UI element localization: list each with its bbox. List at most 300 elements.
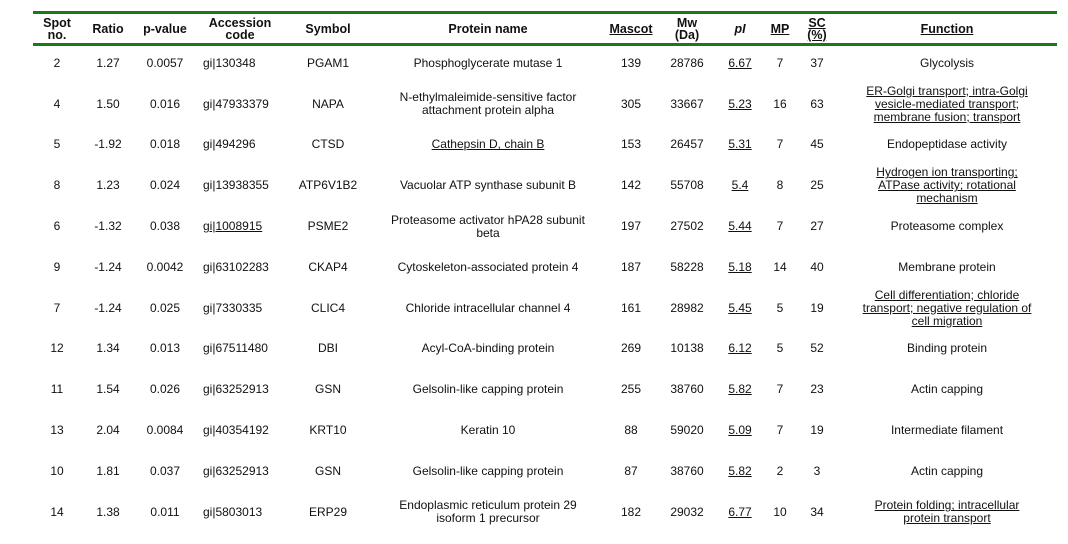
spot-cell [33, 329, 81, 370]
protein-cell-text: Phosphoglycerate mutase 1 [413, 55, 563, 70]
spot-cell-text: 7 [53, 300, 61, 315]
ratio-cell [81, 247, 135, 288]
function-cell [837, 43, 1057, 84]
ratio-cell [81, 451, 135, 492]
col-sc-label: SC (%) [807, 15, 827, 42]
table-body [33, 43, 1057, 533]
mascot-cell-text: 182 [620, 504, 642, 519]
mw-cell [657, 329, 717, 370]
symbol-cell-text: PSME2 [307, 219, 349, 234]
spot-cell [33, 492, 81, 533]
pvalue-cell-text: 0.025 [149, 300, 181, 315]
spot-cell [33, 165, 81, 206]
mascot-cell-text: 187 [620, 259, 642, 274]
accession-cell [195, 165, 285, 206]
mp-cell-text: 2 [776, 463, 784, 478]
sc-cell [797, 329, 837, 370]
spot-cell-text: 13 [50, 423, 64, 438]
accession-cell [195, 247, 285, 288]
sc-cell-text: 63 [810, 96, 824, 111]
pi-cell [717, 165, 763, 206]
symbol-cell [285, 410, 371, 451]
accession-cell [195, 43, 285, 84]
protein-cell [371, 84, 605, 125]
function-cell [837, 165, 1057, 206]
pi-cell [717, 329, 763, 370]
protein-cell-text: N-ethylmaleimide-sensitive factor attachment protein alpha [399, 90, 577, 118]
spot-cell-text: 14 [50, 504, 64, 519]
mw-cell [657, 492, 717, 533]
mp-cell [763, 329, 797, 370]
function-cell-text: Intermediate filament [890, 423, 1004, 438]
mascot-cell-text: 88 [624, 423, 638, 438]
pvalue-cell [135, 84, 195, 125]
accession-cell-text: gi|63252913 [203, 463, 269, 478]
function-cell [837, 206, 1057, 247]
symbol-cell-text: GSN [314, 382, 341, 397]
protein-cell [371, 492, 605, 533]
col-function [837, 14, 1057, 43]
mw-cell-text: 28786 [670, 55, 704, 70]
accession-cell-text: gi|63252913 [203, 382, 269, 397]
ratio-cell [81, 43, 135, 84]
pi-cell [717, 125, 763, 166]
sc-cell-text: 40 [810, 259, 824, 274]
ratio-cell [81, 125, 135, 166]
mp-cell [763, 451, 797, 492]
ratio-cell-text: 1.50 [96, 96, 120, 111]
pi-cell [717, 369, 763, 410]
protein-cell-text: Keratin 10 [460, 423, 516, 438]
col-mw-label: Mw (Da) [674, 15, 700, 42]
mascot-cell-text: 269 [620, 341, 642, 356]
mw-cell-text: 38760 [670, 463, 704, 478]
pvalue-cell [135, 410, 195, 451]
function-cell-text: Endopeptidase activity [886, 137, 1008, 152]
pi-cell-text: 5.31 [728, 137, 752, 152]
mp-cell [763, 206, 797, 247]
ratio-cell-text: -1.24 [94, 300, 122, 315]
symbol-cell-text: ATP6V1B2 [298, 178, 358, 193]
sc-cell [797, 43, 837, 84]
mascot-cell-text: 153 [620, 137, 642, 152]
symbol-cell [285, 165, 371, 206]
pvalue-cell-text: 0.038 [149, 219, 181, 234]
accession-cell-text: gi|67511480 [203, 341, 268, 356]
col-spot-label: Spot no. [43, 15, 71, 42]
sc-cell [797, 492, 837, 533]
mw-cell [657, 288, 717, 329]
pi-cell [717, 84, 763, 125]
col-mascot [605, 14, 657, 43]
mascot-cell-text: 87 [624, 463, 638, 478]
symbol-cell-text: GSN [314, 463, 341, 478]
function-cell-text: Actin capping [910, 463, 984, 478]
protein-cell-text: Cathepsin D, chain B [431, 137, 545, 152]
pvalue-cell-text: 0.011 [150, 504, 180, 519]
col-symbol-label: Symbol [305, 21, 351, 36]
table-row [33, 329, 1057, 370]
pvalue-cell-text: 0.0057 [146, 55, 184, 70]
accession-cell-text: gi|1008915 [203, 219, 263, 234]
mp-cell [763, 288, 797, 329]
spot-cell [33, 410, 81, 451]
protein-cell [371, 247, 605, 288]
spot-cell-text: 4 [53, 96, 61, 111]
pi-cell [717, 288, 763, 329]
accession-cell [195, 84, 285, 125]
function-cell-text: Actin capping [910, 382, 984, 397]
mw-cell [657, 369, 717, 410]
mw-cell [657, 165, 717, 206]
function-cell [837, 410, 1057, 451]
sc-cell-text: 45 [810, 137, 824, 152]
pi-cell [717, 206, 763, 247]
mw-cell-text: 10138 [670, 341, 704, 356]
mascot-cell [605, 84, 657, 125]
ratio-cell [81, 288, 135, 329]
protein-table [33, 14, 1057, 533]
ratio-cell [81, 84, 135, 125]
mascot-cell [605, 165, 657, 206]
mw-cell-text: 27502 [670, 219, 704, 234]
protein-cell-text: Gelsolin-like capping protein [412, 463, 564, 478]
table-row [33, 247, 1057, 288]
ratio-cell [81, 492, 135, 533]
spot-cell [33, 247, 81, 288]
ratio-cell-text: 1.34 [96, 341, 120, 356]
pi-cell [717, 492, 763, 533]
sc-cell [797, 125, 837, 166]
col-protein [371, 14, 605, 43]
function-cell [837, 247, 1057, 288]
col-mw [657, 14, 717, 43]
spot-cell [33, 84, 81, 125]
sc-cell-text: 34 [810, 504, 824, 519]
mw-cell-text: 55708 [670, 178, 704, 193]
pvalue-cell-text: 0.026 [149, 382, 181, 397]
function-cell-text: Hydrogen ion transporting; ATPase activity; rotational mechanism [876, 165, 1018, 206]
mascot-cell [605, 206, 657, 247]
mw-cell-text: 26457 [670, 137, 704, 152]
ratio-cell [81, 369, 135, 410]
pi-cell-text: 5.82 [728, 382, 752, 397]
mw-cell [657, 410, 717, 451]
sc-cell [797, 451, 837, 492]
mascot-cell-text: 142 [620, 178, 642, 193]
accession-cell-text: gi|63102283 [203, 259, 269, 274]
mp-cell [763, 84, 797, 125]
symbol-cell-text: NAPA [312, 96, 344, 111]
col-ratio-label: Ratio [92, 21, 124, 36]
mw-cell-text: 29032 [670, 504, 704, 519]
sc-cell [797, 84, 837, 125]
table-row [33, 492, 1057, 533]
accession-cell [195, 288, 285, 329]
mascot-cell [605, 410, 657, 451]
mw-cell [657, 84, 717, 125]
protein-cell-text: Cytoskeleton-associated protein 4 [397, 259, 579, 274]
protein-cell [371, 125, 605, 166]
symbol-cell-text: CTSD [311, 137, 345, 152]
ratio-cell-text: 1.27 [96, 55, 120, 70]
pvalue-cell [135, 329, 195, 370]
mp-cell-text: 7 [776, 382, 784, 397]
accession-cell-text: gi|13938355 [203, 178, 269, 193]
spot-cell-text: 11 [50, 382, 64, 397]
mascot-cell [605, 492, 657, 533]
symbol-cell-text: ERP29 [308, 504, 348, 519]
sc-cell [797, 369, 837, 410]
function-cell-text: Cell differentiation; chloride transport; negative regulation of cell migration [862, 287, 1032, 328]
col-protein-label: Protein name [448, 21, 528, 36]
protein-cell [371, 410, 605, 451]
function-cell [837, 492, 1057, 533]
protein-cell [371, 329, 605, 370]
ratio-cell-text: -1.92 [94, 137, 122, 152]
accession-cell-text: gi|7330335 [203, 300, 263, 315]
sc-cell-text: 19 [810, 300, 824, 315]
mascot-cell-text: 305 [620, 96, 642, 111]
mp-cell-text: 5 [776, 341, 784, 356]
mp-cell [763, 369, 797, 410]
col-pvalue [135, 14, 195, 43]
col-mp [763, 14, 797, 43]
pi-cell-text: 5.44 [728, 219, 752, 234]
protein-cell [371, 165, 605, 206]
function-cell-text: ER-Golgi transport; intra-Golgi vesicle-mediated transport; membrane fusion; transport [866, 83, 1028, 124]
ratio-cell [81, 165, 135, 206]
table-row [33, 288, 1057, 329]
accession-cell [195, 492, 285, 533]
col-ratio [81, 14, 135, 43]
mp-cell-text: 7 [776, 137, 784, 152]
function-cell [837, 288, 1057, 329]
pi-cell-text: 5.45 [728, 300, 752, 315]
col-sc [797, 14, 837, 43]
spot-cell-text: 12 [50, 341, 64, 356]
sc-cell-text: 52 [810, 341, 824, 356]
protein-cell-text: Gelsolin-like capping protein [412, 382, 564, 397]
mascot-cell-text: 161 [620, 300, 642, 315]
mascot-cell [605, 247, 657, 288]
header-row [33, 14, 1057, 43]
mw-cell-text: 33667 [670, 96, 704, 111]
sc-cell-text: 25 [810, 178, 824, 193]
col-function-label: Function [920, 21, 974, 36]
accession-cell-text: gi|130348 [203, 55, 256, 70]
symbol-cell-text: PGAM1 [306, 55, 349, 70]
pvalue-cell [135, 206, 195, 247]
table-row [33, 165, 1057, 206]
mw-cell [657, 125, 717, 166]
spot-cell-text: 8 [53, 178, 61, 193]
mascot-cell-text: 197 [620, 219, 642, 234]
table-row [33, 43, 1057, 84]
col-mascot-label: Mascot [609, 21, 653, 36]
pvalue-cell [135, 43, 195, 84]
mp-cell-text: 7 [776, 423, 784, 438]
sc-cell-text: 27 [810, 219, 824, 234]
function-cell [837, 369, 1057, 410]
spot-cell [33, 288, 81, 329]
sc-cell [797, 247, 837, 288]
table-row [33, 369, 1057, 410]
symbol-cell-text: DBI [317, 341, 338, 356]
mp-cell-text: 16 [773, 96, 787, 111]
protein-cell-text: Endoplasmic reticulum protein 29 isoform 1 precursor [399, 498, 577, 526]
pvalue-cell [135, 288, 195, 329]
symbol-cell [285, 369, 371, 410]
symbol-cell [285, 451, 371, 492]
mascot-cell-text: 139 [620, 55, 642, 70]
mascot-cell [605, 451, 657, 492]
ratio-cell-text: 1.81 [96, 463, 120, 478]
accession-cell [195, 125, 285, 166]
ratio-cell [81, 329, 135, 370]
table-row [33, 410, 1057, 451]
symbol-cell [285, 43, 371, 84]
mascot-cell [605, 288, 657, 329]
function-cell-text: Membrane protein [898, 259, 996, 274]
col-accession-label: Accession code [208, 15, 272, 42]
pi-cell-text: 6.12 [728, 341, 752, 356]
mascot-cell [605, 43, 657, 84]
table-row [33, 206, 1057, 247]
sc-cell-text: 23 [810, 382, 824, 397]
mw-cell [657, 43, 717, 84]
ratio-cell-text: -1.24 [94, 259, 122, 274]
table-row [33, 84, 1057, 125]
protein-cell [371, 43, 605, 84]
accession-cell-text: gi|494296 [203, 137, 256, 152]
symbol-cell [285, 492, 371, 533]
col-mp-label: MP [770, 21, 790, 36]
mw-cell [657, 247, 717, 288]
mascot-cell [605, 125, 657, 166]
ratio-cell [81, 206, 135, 247]
mp-cell-text: 7 [776, 219, 784, 234]
mp-cell-text: 5 [776, 300, 784, 315]
ratio-cell-text: 1.38 [96, 504, 120, 519]
pi-cell-text: 6.77 [728, 504, 752, 519]
protein-cell-text: Proteasome activator hPA28 subunit beta [391, 212, 585, 240]
pi-cell-text: 5.4 [731, 178, 749, 193]
col-accession [195, 14, 285, 43]
pvalue-cell-text: 0.013 [149, 341, 181, 356]
spot-cell-text: 9 [53, 259, 61, 274]
symbol-cell [285, 206, 371, 247]
col-pvalue-label: p-value [143, 21, 187, 36]
pi-cell-text: 6.67 [728, 55, 752, 70]
mascot-cell-text: 255 [620, 382, 642, 397]
mp-cell [763, 43, 797, 84]
pvalue-cell-text: 0.037 [149, 463, 181, 478]
spot-cell-text: 6 [53, 219, 61, 234]
function-cell-text: Binding protein [906, 341, 988, 356]
accession-cell [195, 410, 285, 451]
symbol-cell [285, 125, 371, 166]
spot-cell [33, 451, 81, 492]
pi-cell-text: 5.82 [728, 463, 752, 478]
spot-cell-text: 2 [53, 55, 61, 70]
accession-cell-text: gi|5803013 [203, 504, 263, 519]
mp-cell [763, 492, 797, 533]
pi-cell-text: 5.23 [728, 96, 752, 111]
mw-cell-text: 58228 [670, 259, 704, 274]
ratio-cell-text: 1.23 [96, 178, 120, 193]
spot-cell [33, 369, 81, 410]
symbol-cell [285, 288, 371, 329]
function-cell-text: Protein folding; intracellular protein transport [874, 498, 1020, 526]
sc-cell [797, 206, 837, 247]
protein-cell-text: Acyl-CoA-binding protein [421, 341, 555, 356]
mw-cell-text: 38760 [670, 382, 704, 397]
ratio-cell-text: 2.04 [96, 423, 120, 438]
mw-cell-text: 59020 [670, 423, 704, 438]
accession-cell [195, 451, 285, 492]
symbol-cell-text: CLIC4 [310, 300, 345, 315]
sc-cell-text: 19 [810, 423, 824, 438]
mascot-cell [605, 369, 657, 410]
spot-cell [33, 43, 81, 84]
function-cell [837, 125, 1057, 166]
mascot-cell [605, 329, 657, 370]
mp-cell [763, 165, 797, 206]
mw-cell [657, 206, 717, 247]
mp-cell [763, 410, 797, 451]
pvalue-cell [135, 165, 195, 206]
pvalue-cell-text: 0.0042 [146, 259, 184, 274]
spot-cell [33, 206, 81, 247]
pi-cell [717, 247, 763, 288]
pi-cell [717, 43, 763, 84]
pvalue-cell [135, 451, 195, 492]
sc-cell-text: 37 [810, 55, 824, 70]
ratio-cell-text: -1.32 [94, 219, 122, 234]
mp-cell [763, 125, 797, 166]
function-cell-text: Proteasome complex [890, 219, 1004, 234]
symbol-cell [285, 329, 371, 370]
accession-cell [195, 206, 285, 247]
mw-cell [657, 451, 717, 492]
spot-cell [33, 125, 81, 166]
ratio-cell [81, 410, 135, 451]
col-pi [717, 14, 763, 43]
pvalue-cell [135, 369, 195, 410]
symbol-cell [285, 84, 371, 125]
pvalue-cell [135, 125, 195, 166]
symbol-cell [285, 247, 371, 288]
spot-cell-text: 5 [53, 137, 61, 152]
pi-cell-text: 5.09 [728, 423, 752, 438]
pvalue-cell-text: 0.018 [149, 137, 181, 152]
mp-cell [763, 247, 797, 288]
symbol-cell-text: KRT10 [309, 423, 347, 438]
col-spot [33, 14, 81, 43]
mp-cell-text: 7 [776, 55, 784, 70]
function-cell [837, 451, 1057, 492]
protein-cell-text: Chloride intracellular channel 4 [405, 300, 571, 315]
protein-cell-text: Vacuolar ATP synthase subunit B [399, 178, 577, 193]
sc-cell [797, 410, 837, 451]
table-row [33, 125, 1057, 166]
function-cell [837, 329, 1057, 370]
mp-cell-text: 10 [773, 504, 787, 519]
pvalue-cell-text: 0.0084 [146, 423, 184, 438]
pvalue-cell-text: 0.024 [149, 178, 181, 193]
function-cell [837, 84, 1057, 125]
